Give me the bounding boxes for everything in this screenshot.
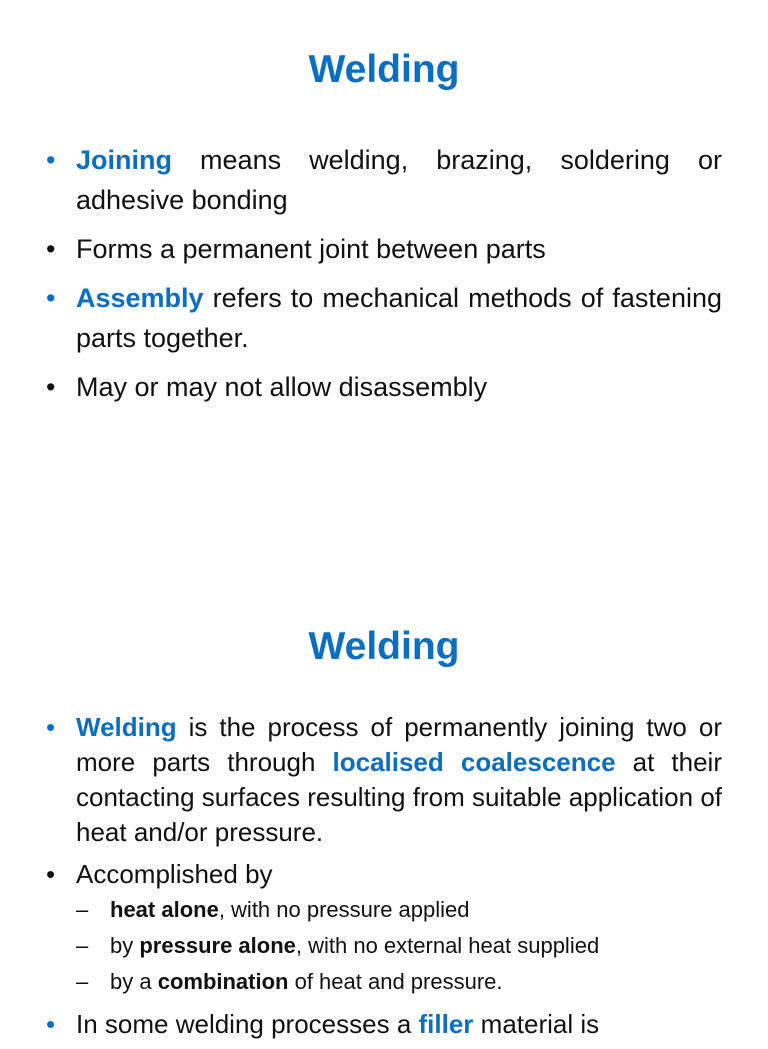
bullet-text: May or may not allow disassembly [76, 372, 488, 402]
bullet-icon: • [46, 859, 56, 889]
bullet-list [46, 710, 722, 1049]
highlight-term: Assembly [76, 283, 204, 313]
bullet-text: is the process of permanently joining two or more parts through [76, 712, 722, 777]
sub-text: , with no external heat supplied [295, 933, 600, 958]
bullet-item [46, 278, 722, 358]
slide-title: Welding [308, 48, 460, 91]
bullet-text: means welding, brazing, soldering or adhesive bonding [76, 145, 722, 215]
bullet-item [46, 229, 722, 269]
bullet-text: Forms a permanent joint between parts [76, 234, 546, 264]
bullet-item [46, 367, 722, 407]
sub-text: by [110, 933, 140, 958]
bold-term: combination [157, 969, 289, 994]
bullet-text: material is [473, 1009, 600, 1039]
dash-icon: – [76, 897, 89, 922]
highlight-term: Joining [76, 145, 172, 175]
bullet-text: In some welding processes a [76, 1009, 419, 1039]
dash-icon: – [76, 933, 89, 958]
bullet-icon: • [46, 372, 56, 402]
slide-title: Welding [308, 625, 460, 668]
bullet-item [46, 140, 722, 220]
bullet-icon: • [46, 283, 56, 313]
bullet-icon: • [46, 145, 56, 175]
sub-text: , with no pressure applied [218, 897, 470, 922]
bold-term: pressure alone [139, 933, 296, 958]
bullet-text: refers to mechanical methods of fastening parts together. [76, 283, 722, 353]
bullet-text: Accomplished by [76, 859, 273, 889]
slide-2 [0, 585, 768, 1045]
sub-bullet-item [76, 964, 722, 1000]
bullet-list [46, 140, 722, 416]
sub-bullet-item [76, 892, 722, 928]
sub-text: of heat and pressure. [288, 969, 503, 994]
sub-bullet-item [76, 928, 722, 964]
highlight-term: filler [418, 1009, 474, 1039]
sub-bullet-list [76, 892, 722, 1000]
highlight-term: localised coalescence [332, 747, 616, 777]
highlight-term: Welding [76, 712, 177, 742]
bullet-text: at their contacting surfaces resulting from suitable application of heat and/or pressure. [76, 747, 723, 847]
bullet-icon: • [46, 712, 56, 742]
sub-text: by a [110, 969, 158, 994]
bullet-item [46, 857, 722, 1000]
dash-icon: – [76, 969, 89, 994]
bold-term: heat alone [110, 897, 219, 922]
bullet-icon: • [46, 234, 56, 264]
bullet-item [46, 1007, 722, 1042]
bullet-icon: • [46, 1009, 56, 1039]
bullet-item [46, 710, 722, 850]
